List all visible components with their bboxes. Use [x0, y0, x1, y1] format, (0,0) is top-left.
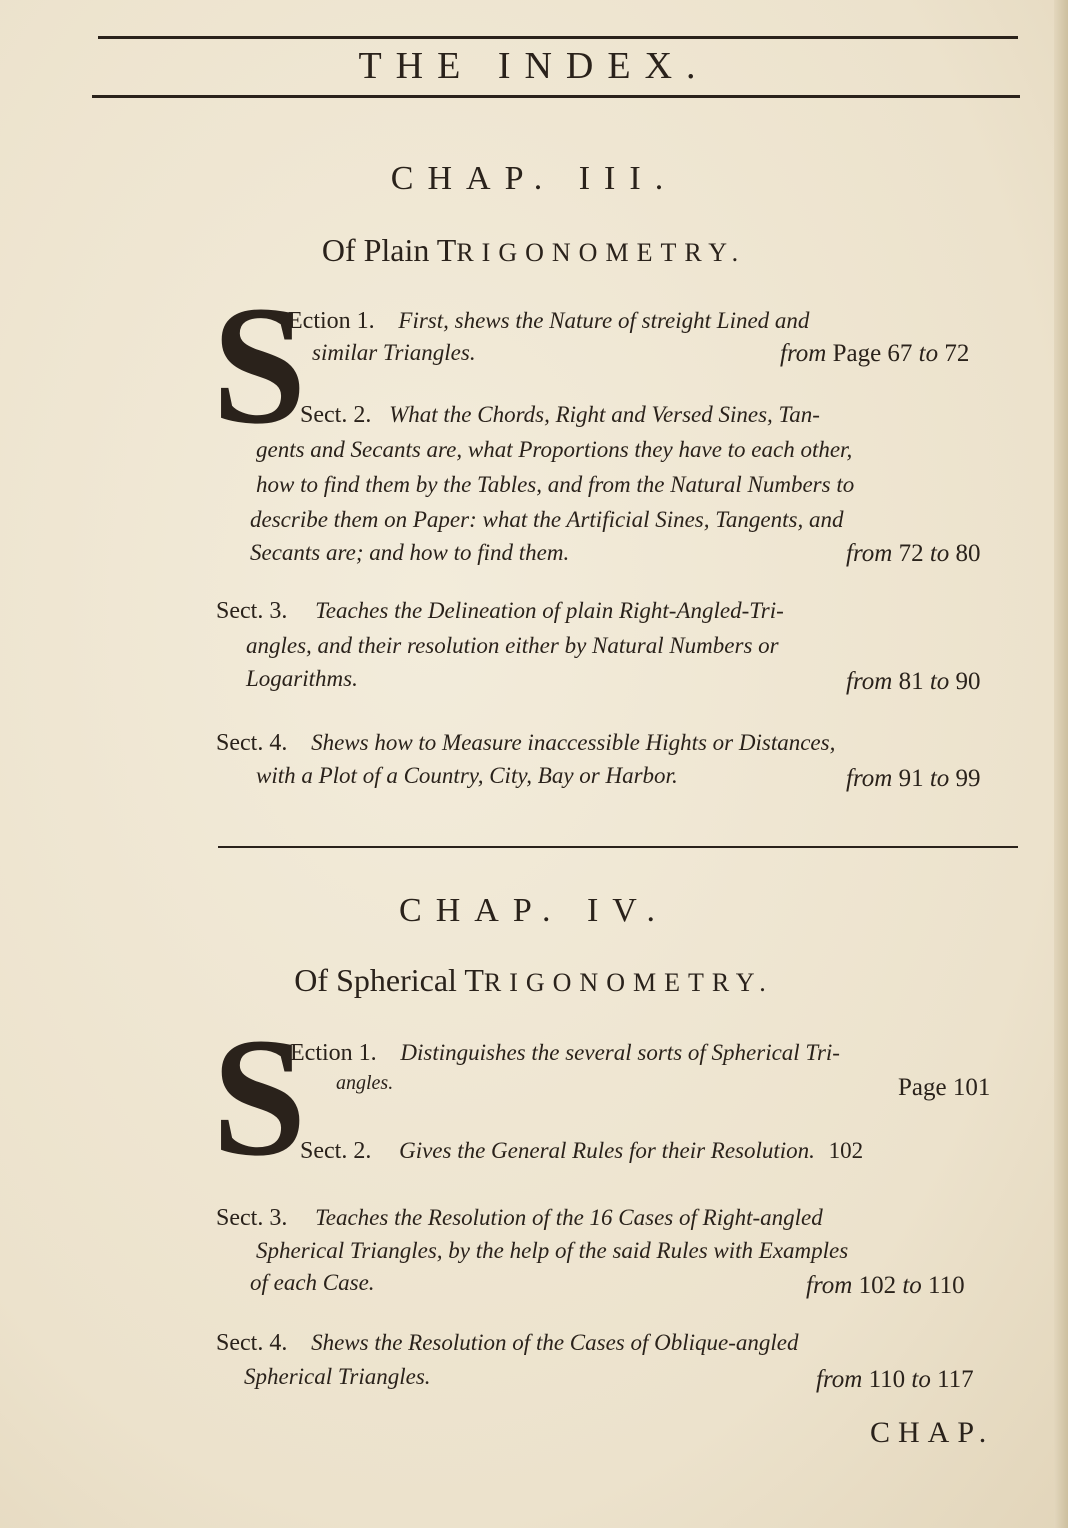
ch3-sect1-line1: [288, 308, 1016, 335]
ch4-sect3-text: Teaches the Resolution of the 16 Cases of Right-angled: [315, 1205, 823, 1230]
ch4-sect1-line1: [290, 1040, 1018, 1067]
chapter-3-subtitle-rest: RIGONOMETRY.: [456, 238, 747, 267]
chapter-divider-rule: [218, 846, 1018, 848]
page-start: 102: [858, 1272, 897, 1299]
to-label: to: [918, 340, 939, 367]
ch4-sect3-line2: Spherical Triangles, by the help of the said Rules with Examples: [256, 1238, 849, 1263]
chapter-4-subtitle: [0, 962, 1068, 999]
ch4-sect2-page: 102: [828, 1138, 864, 1163]
page-end: 99: [955, 765, 981, 792]
chapter-3-dropcap: S: [212, 271, 307, 459]
catchword: CHAP.: [870, 1416, 995, 1449]
page-start: 81: [898, 668, 924, 695]
ch4-sect4-label: Sect. 4.: [216, 1330, 288, 1356]
ch4-sect2-label: Sect. 2.: [300, 1138, 372, 1164]
ch4-sect3-line1: [216, 1205, 823, 1232]
ch4-sect1-line2: angles.: [336, 1072, 394, 1094]
to-label: to: [902, 1272, 922, 1299]
page-start: 91: [898, 765, 924, 792]
chapter-3-subtitle-first: Of Plain T: [321, 232, 457, 268]
page-edge: [1054, 0, 1068, 1528]
ch4-sect1-text: Distinguishes the several sorts of Spherical Tri-: [400, 1040, 840, 1065]
chapter-4-subtitle-first: Of Spherical T: [294, 962, 484, 998]
ch3-sect2-line3: how to find them by the Tables, and from the Natural Numbers to: [256, 472, 855, 497]
ch3-sect2-text: What the Chords, Right and Versed Sines, Tan-: [389, 402, 820, 427]
ch3-sect2-line5: Secants are; and how to find them.: [250, 540, 570, 565]
chapter-4-subtitle-rest: RIGONOMETRY.: [483, 968, 774, 997]
ch4-sect1-label: Ection 1.: [290, 1040, 377, 1066]
ch3-sect2-line4: describe them on Paper: what the Artificial Sines, Tangents, and: [250, 507, 844, 532]
page-end: 80: [955, 540, 981, 567]
ch3-sect4-text: Shews how to Measure inaccessible Hights or Distances,: [311, 730, 836, 755]
from-label: from: [806, 1272, 853, 1299]
ch4-sect2-line1: [300, 1138, 863, 1165]
ch4-sect3-label: Sect. 3.: [216, 1205, 288, 1231]
chapter-3-title: CHAP. III.: [390, 160, 678, 197]
ch4-sect4-line2: Spherical Triangles.: [244, 1364, 431, 1389]
page-start: 72: [898, 540, 924, 567]
to-label: to: [929, 540, 950, 567]
header-top-rule: [98, 36, 1018, 39]
ch3-sect3-line3: Logarithms.: [246, 666, 358, 691]
ch3-sect4-label: Sect. 4.: [216, 730, 288, 756]
header-bottom-rule: [92, 95, 1020, 98]
ch3-sect4-line2: with a Plot of a Country, City, Bay or Harbor.: [256, 763, 678, 788]
page-header: THE INDEX.: [358, 45, 710, 87]
to-label: to: [929, 668, 950, 695]
to-label: to: [911, 1366, 931, 1393]
ch3-sect3-label: Sect. 3.: [216, 598, 288, 624]
chapter-3-subtitle: [0, 232, 1068, 269]
ch3-sect1-text: First, shews the Nature of streight Lined and: [398, 308, 810, 333]
ch4-sect4-text: Shews the Resolution of the Cases of Oblique-angled: [311, 1330, 799, 1355]
from-label: from: [846, 765, 893, 792]
ch3-sect4-line1: [216, 730, 835, 757]
to-label: to: [929, 765, 950, 792]
page-start: Page 67: [832, 340, 913, 367]
ch3-sect3-line2: angles, and their resolution either by Natural Numbers or: [246, 633, 779, 658]
chapter-4-dropcap: S: [212, 1003, 307, 1191]
ch4-sect2-text: Gives the General Rules for their Resolution.: [399, 1138, 815, 1163]
ch3-sect1-line2: [312, 340, 476, 366]
ch4-sect4-pages: [816, 1366, 974, 1394]
from-label: from: [846, 540, 893, 567]
page-end: 110: [928, 1272, 965, 1299]
page-start: 110: [868, 1366, 906, 1393]
ch3-sect2-label: Sect. 2.: [300, 402, 372, 428]
ch3-sect2-line2: gents and Secants are, what Proportions they have to each other,: [256, 437, 853, 462]
ch3-sect3-pages: [846, 668, 981, 696]
ch3-sect1-text2: similar Triangles.: [312, 340, 476, 365]
ch3-sect4-pages: [846, 765, 981, 793]
chapter-4-title: CHAP. IV.: [399, 892, 669, 929]
ch3-sect2-pages: [846, 540, 981, 568]
ch3-sect1-pages: [780, 340, 969, 368]
ch3-sect3-line1: [216, 598, 784, 625]
ch3-sect3-text: Teaches the Delineation of plain Right-Angled-Tri-: [315, 598, 784, 623]
page-end: 117: [937, 1366, 974, 1393]
ch3-sect1-label: Ection 1.: [288, 308, 375, 334]
ch4-sect3-line3: of each Case.: [250, 1270, 375, 1295]
from-label: from: [846, 668, 893, 695]
ch4-sect3-pages: [806, 1272, 965, 1300]
page-end: 90: [955, 668, 981, 695]
page-end: 72: [944, 340, 970, 367]
ch3-sect2-line1: [300, 402, 820, 429]
from-label: from: [816, 1366, 863, 1393]
ch4-sect1-page: Page 101: [898, 1074, 991, 1101]
from-label: from: [780, 340, 827, 367]
ch4-sect4-line1: [216, 1330, 799, 1357]
